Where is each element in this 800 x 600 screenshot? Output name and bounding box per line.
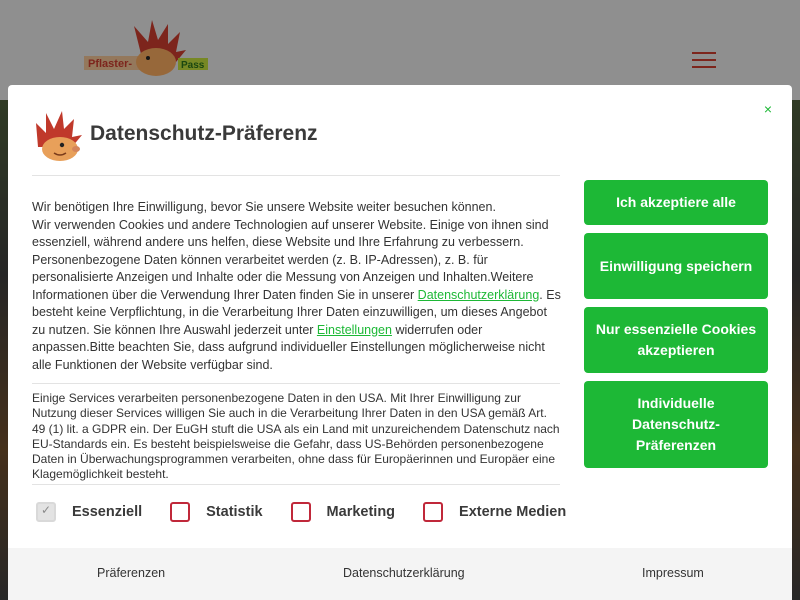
save-consent-button[interactable]: Einwilligung speichern xyxy=(584,233,768,299)
dialog-header xyxy=(32,107,768,163)
checkbox-label[interactable]: Statistik xyxy=(206,504,263,520)
footer-preferences-link[interactable]: Präferenzen xyxy=(97,566,166,580)
close-icon[interactable]: × xyxy=(763,101,773,117)
intro-paragraph-2 xyxy=(32,217,562,375)
dialog-footer xyxy=(8,548,792,600)
privacy-policy-link[interactable]: Datenschutzerklärung xyxy=(417,287,540,302)
checkbox-box-checked-disabled xyxy=(36,502,56,522)
consent-intro-text xyxy=(32,199,562,374)
consent-checkbox-group xyxy=(36,501,594,523)
checkbox-label: Essenziell xyxy=(72,504,143,520)
intro-text-part: . Es besteht keine Verpflichtung, in die Verarbeitung Ihrer Daten einzuwilligen, um dieses Angebot zu nutzen. Sie können Ihre Auswahl jederzeit unter xyxy=(32,287,561,337)
accept-essential-only-button[interactable]: Nur essenzielle Cookies akzeptieren xyxy=(584,307,768,373)
intro-text-part: widerrufen oder anpassen.Bitte beachten Sie, dass aufgrund individueller Einstellungen möglicherweise nicht alle Funktionen der Website verfügbar sind. xyxy=(32,322,545,372)
individual-preferences-button[interactable]: Individuelle Datenschutz-Präferenzen xyxy=(584,381,768,468)
checkbox-essenziell xyxy=(36,502,142,522)
svg-text:Pass: Pass xyxy=(181,60,205,71)
accept-all-button[interactable]: Ich akzeptiere alle xyxy=(584,180,768,225)
svg-text:Pflaster-: Pflaster- xyxy=(88,58,133,70)
checkbox-externe-medien[interactable] xyxy=(423,502,566,522)
checkbox-marketing[interactable] xyxy=(291,502,396,522)
footer-privacy-link[interactable]: Datenschutzerklärung xyxy=(343,566,465,580)
settings-link[interactable]: Einstellungen xyxy=(316,322,392,337)
checkbox-box[interactable] xyxy=(170,502,190,522)
checkbox-box[interactable] xyxy=(291,502,311,522)
usa-data-transfer-notice: Einige Services verarbeiten personenbezogene Daten in den USA. Mit Ihrer Einwilligung zur Nutzung dieser Services willigen Sie auch in die Verarbeitung Ihrer Daten in den USA gemäß Art. 49 (1) lit. a GDPR ein. Der EuGH stuft die USA als ein Land mit unzureichendem Datenschutz nach EU-Standards ein. Es besteht beispielsweise die Gefahr, dass US-Behörden personenbezogene Daten in Überwachungsprogrammen verarbeiten, ohne dass für Europäerinnen und Europäer eine Klagemöglichkeit besteht. xyxy=(32,391,560,482)
hedgehog-logo-icon xyxy=(32,109,84,161)
privacy-consent-dialog xyxy=(8,85,792,600)
divider xyxy=(32,484,560,485)
divider xyxy=(32,383,560,384)
intro-text-part: Wir verwenden Cookies und andere Technologien auf unserer Website. Einige von ihnen sind essenziell, während andere uns helfen, diese Website und Ihre Erfahrung zu verbessern. Personenbezogene Daten können verarbeitet werden (z. B. IP-Adressen), z. B. für personalisierte Anzeigen und Inhalte oder die Messung von Anzeigen und Inhalten.Weitere Informationen über die Verwendung Ihrer Daten finden Sie in unserer xyxy=(32,217,549,302)
checkbox-box[interactable] xyxy=(423,502,443,522)
checkbox-label[interactable]: Marketing xyxy=(326,504,396,520)
intro-paragraph-1: Wir benötigen Ihre Einwilligung, bevor Sie unsere Website weiter besuchen können. xyxy=(32,200,496,214)
checkbox-label[interactable]: Externe Medien xyxy=(459,504,567,520)
dialog-title: Datenschutz-Präferenz xyxy=(90,122,318,145)
checkbox-statistik[interactable] xyxy=(170,502,262,522)
footer-imprint-link[interactable]: Impressum xyxy=(642,566,704,580)
divider xyxy=(32,175,560,176)
